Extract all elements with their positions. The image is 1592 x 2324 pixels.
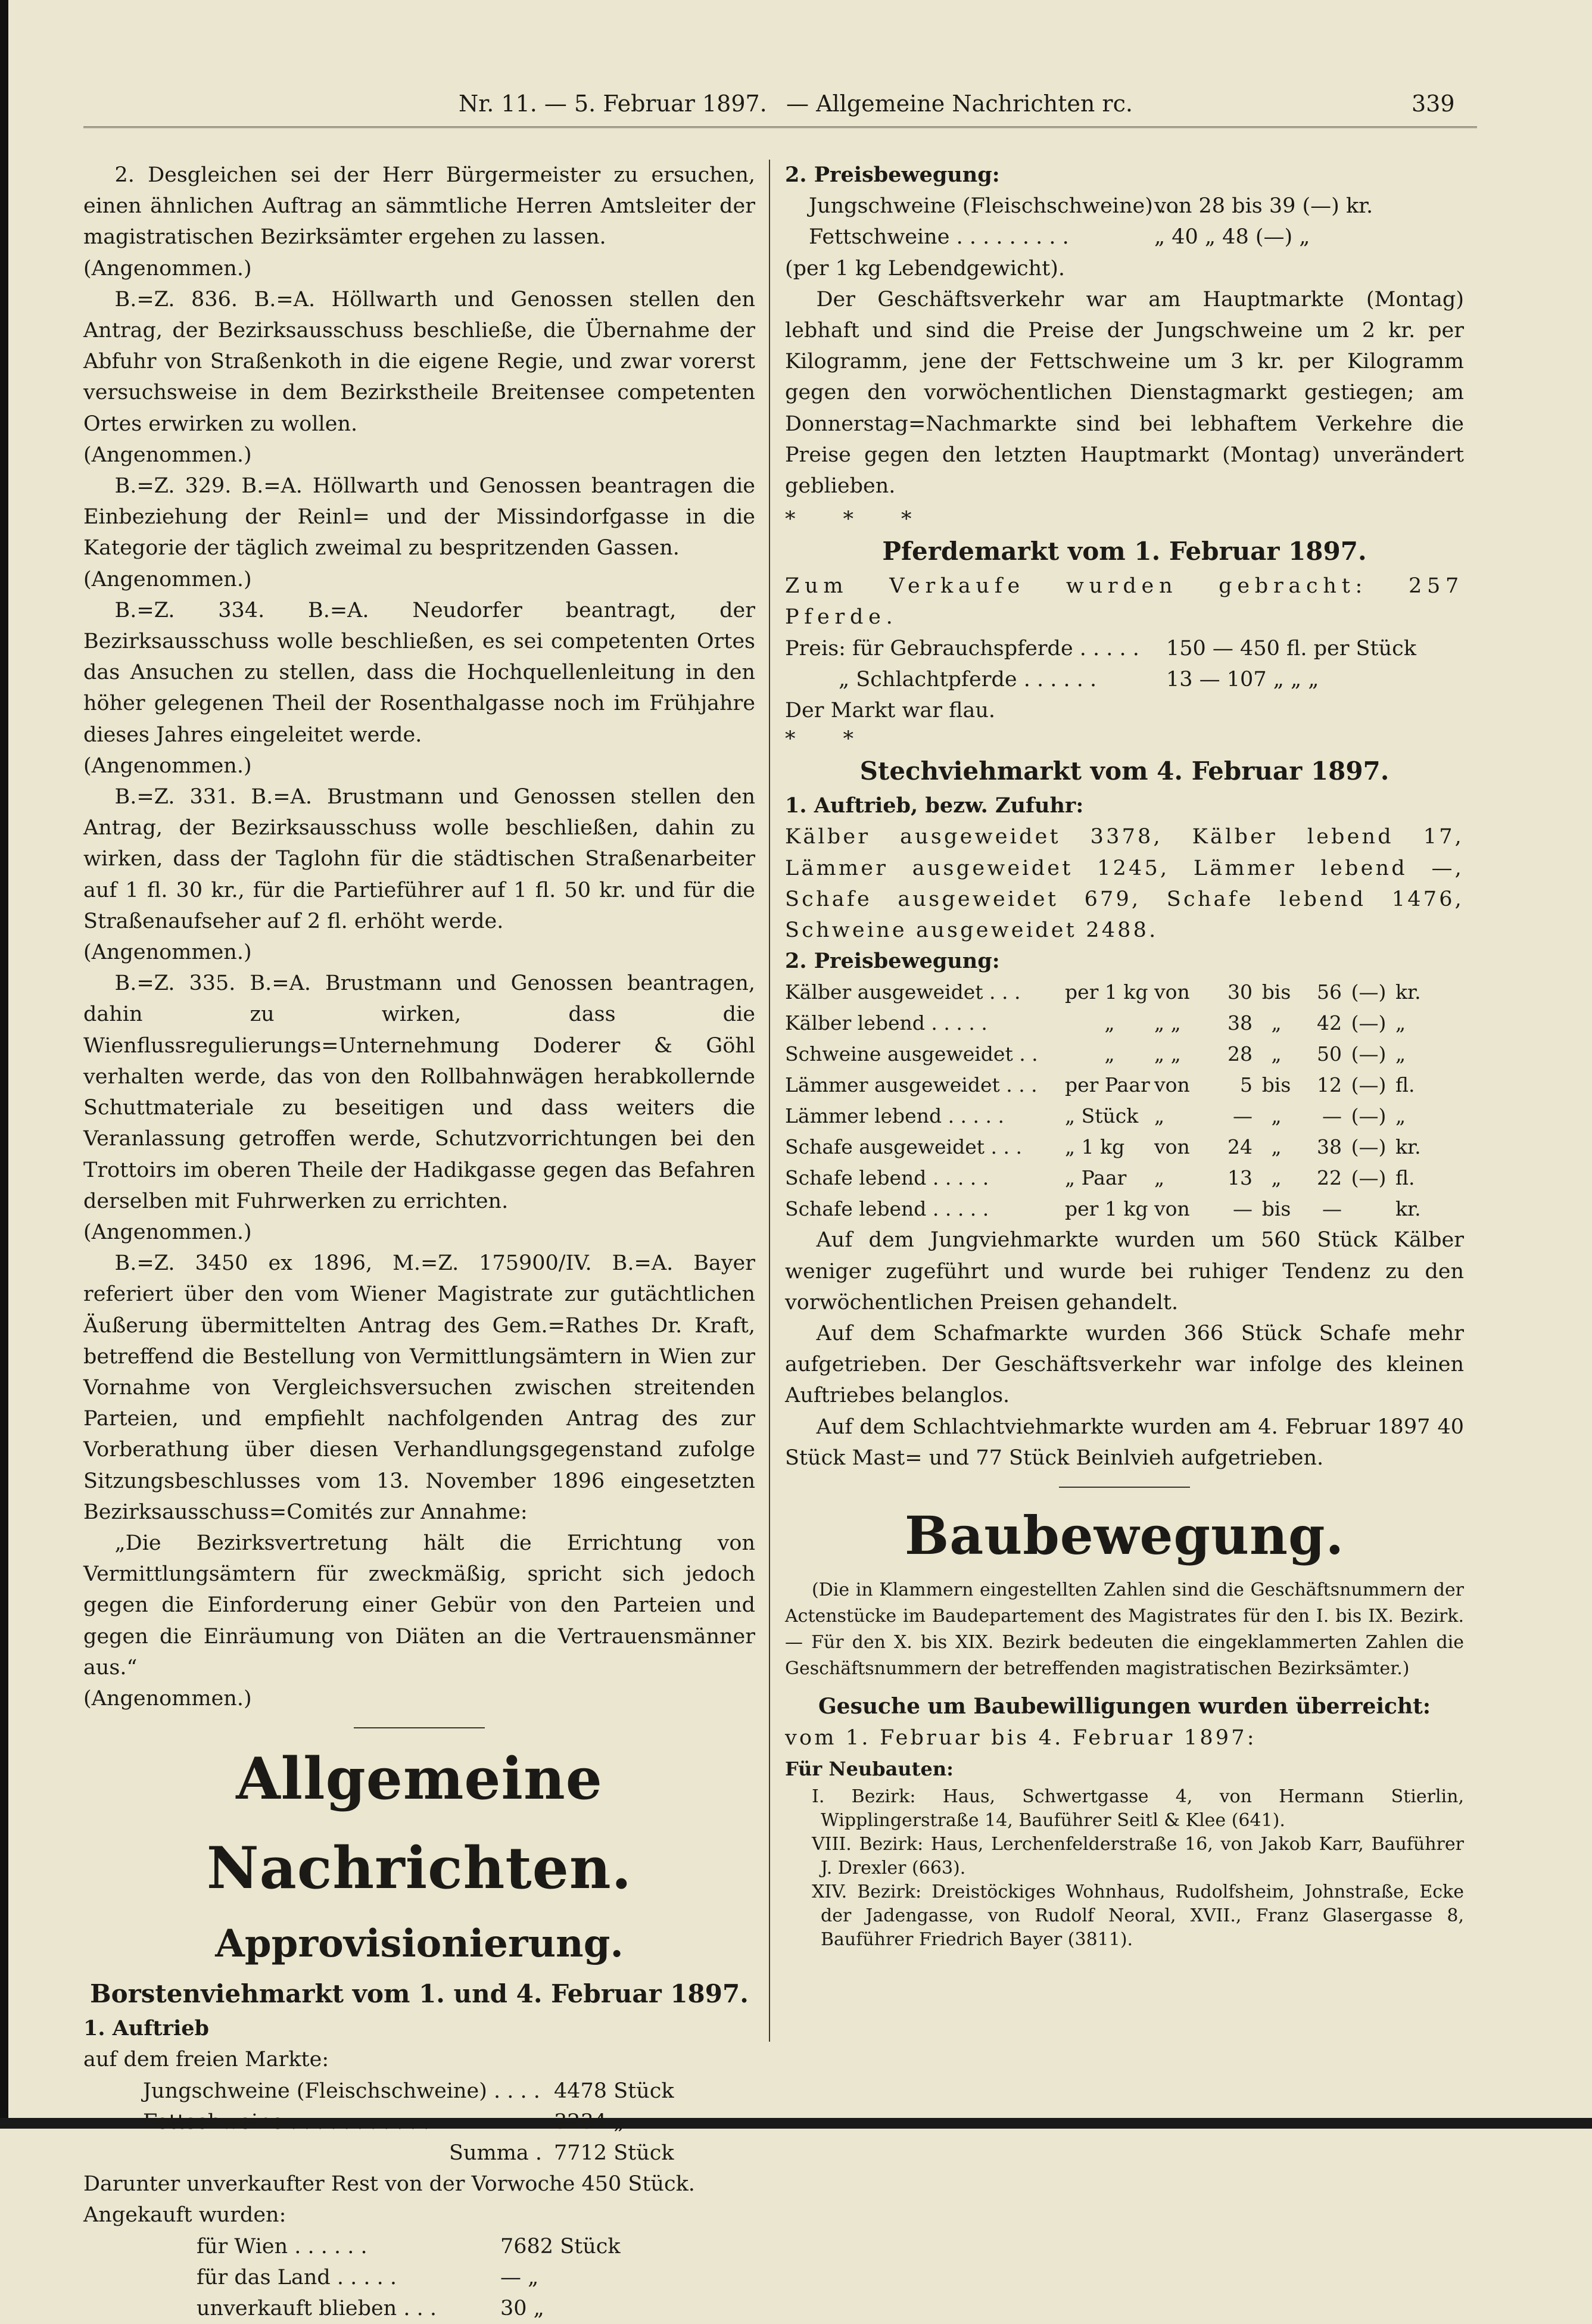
table-cell: kr. [1395,1197,1421,1221]
horse-market-title: Pferdemarkt vom 1. Februar 1897. [882,537,1367,566]
table-cell: von [1154,1073,1190,1097]
price-table [785,977,1464,1225]
table-cell: (—) [1351,1135,1387,1159]
table-cell: (—) [1351,1104,1387,1128]
table-cell: 28 [1228,1042,1253,1066]
table-row: Fettschweine . . . . . . . . . „ 40 „ 48 (—) „ [809,225,1310,250]
table-row: Preis: für Gebrauchspferde . . . . . 150 — 450 fl. per Stück [785,636,1416,661]
paragraph: Der Geschäftsverkehr war am Hauptmarkte (Montag) lebhaft und sind die Preise der Jungschweine um 2 kr. per Kilogramm, jene der Fettschweine um 3 kr. per Kilogramm gegen den vorwöchentlichen Dienstagmarkt gestiegen; am Donnerstag=Nachmarkte sind bei lebhaftem Verkehre die Preise gegen den letzten Hauptmarkt (Montag) unverändert geblieben. [785,287,1464,499]
main-section-title: Allgemeine Nachrichten. [206,1745,633,1902]
left-column [83,160,755,2324]
construction-note: (Die in Klammern eingestellten Zahlen sind die Geschäftsnummern der Actenstücke im Baudepartement des Magistrates für den I. bis IX. Bezirk. — Für den X. bis XIX. Bezirk bedeuten die eingeklammerten Zahlen die Geschäftsnummern der betreffenden magistratischen Bezirksämter.) [785,1580,1464,1680]
auftrieb-table [83,2076,755,2169]
header-issue: Nr. 11. — 5. Februar 1897. [459,91,767,117]
summa-row: Summa . 7712 Stück [448,2141,674,2165]
table-cell: Schafe lebend . . . . . [785,1197,989,1221]
accepted-note: (Angenommen.) [83,567,252,591]
table-cell: 38 [1228,1011,1253,1035]
table-cell: „ [1271,1166,1282,1190]
table-cell: 24 [1228,1135,1253,1159]
table-cell: kr. [1395,1135,1421,1159]
table-cell: Lämmer lebend . . . . . [785,1104,1004,1128]
paragraph: B.=Z. 836. B.=A. Höllwarth und Genossen stellen den Antrag, der Bezirksausschuss beschließe, die Übernahme der Abfuhr von Straßenkoth in die eigene Regie, und zwar vorerst versuchsweise in dem Bezirkstheile Breitensee competenten Ortes erwirken zu wollen. [83,287,755,436]
table-cell: „ [1271,1135,1282,1159]
table-cell: (—) [1351,980,1387,1004]
accepted-note: (Angenommen.) [83,1686,252,1711]
table-cell: (—) [1351,1073,1387,1097]
scan-edge-left [0,0,8,2129]
table-cell: bis [1261,1073,1291,1097]
table-cell: per Paar [1065,1073,1150,1097]
stars-separator: *** [785,507,959,532]
table-row: Fettschweine . . . . . . . . . . . 3234 „ [143,2110,625,2134]
accepted-note: (Angenommen.) [83,1220,252,1244]
auftrieb-heading: 1. Auftrieb, bezw. Zufuhr: [785,793,1084,818]
subsection-title: Approvisionierung. [215,1921,624,1967]
table-cell: 30 [1228,980,1253,1004]
table-cell: „ [1271,1104,1282,1128]
table-cell: Lämmer ausgeweidet . . . [785,1073,1038,1097]
table-cell: kr. [1395,980,1421,1004]
table-cell: 12 [1317,1073,1342,1097]
table-cell: Schafe ausgeweidet . . . [785,1135,1022,1159]
table-cell: „ [1395,1104,1406,1128]
paragraph: Auf dem Schafmarkte wurden 366 Stück Schafe mehr aufgetrieben. Der Geschäftsverkehr war infolge des kleinen Auftriebes belanglos. [785,1322,1464,1408]
table-cell: von [1154,980,1190,1004]
per-kg-note: (per 1 kg Lebendgewicht). [785,256,1066,281]
table-cell: — [1322,1104,1342,1128]
table-cell: 50 [1317,1042,1342,1066]
angekauft-table [83,2231,755,2324]
paragraph: Auf dem Schlachtviehmarkte wurden am 4. Februar 1897 40 Stück Mast= und 77 Stück Beinlvieh aufgetrieben. [785,1415,1464,1470]
table-cell: fl. [1395,1166,1415,1190]
table-cell: (—) [1351,1011,1387,1035]
table-cell: „ [1395,1042,1406,1066]
accepted-note: (Angenommen.) [83,256,252,281]
table-row: Jungschweine (Fleischschweine) . . . . 4478 Stück [143,2079,674,2103]
market-title: Borstenviehmarkt vom 1. und 4. Februar 1897. [90,1979,749,2009]
accepted-note: (Angenommen.) [83,443,252,467]
table-cell: 42 [1317,1011,1342,1035]
entry-list [785,1785,1464,1952]
right-column [785,160,1464,1952]
table-cell: „ 1 kg [1065,1135,1125,1159]
horse-market-note: Der Markt war flau. [785,699,996,723]
table-cell: 38 [1317,1135,1342,1159]
header-rule [83,126,1477,134]
angekauft-label: Angekauft wurden: [83,2203,286,2228]
table-cell: 13 [1228,1166,1253,1190]
paragraph: B.=Z. 329. B.=A. Höllwarth und Genossen beantragen die Einbeziehung der Reinl= und der Missindorfgasse in die Kategorie der täglich zweimal zu bespritzenden Gassen. [83,474,755,560]
cattle-market-title: Stechviehmarkt vom 4. Februar 1897. [859,756,1390,786]
construction-section-title: Baubewegung. [904,1504,1345,1567]
table-cell: 5 [1240,1073,1253,1097]
table-cell: per 1 kg [1065,1197,1148,1221]
table-cell: „ Paar [1065,1166,1127,1190]
table-cell: — [1233,1104,1253,1128]
auftrieb-heading: 1. Auftrieb [83,2016,210,2041]
table-cell: „ [1104,1042,1115,1066]
paragraph: B.=Z. 3450 ex 1896, M.=Z. 175900/IV. B.=A. Bayer referiert über den vom Wiener Magistrate zur gutächtlichen Äußerung übermittelten Antrag des Gem.=Rathes Dr. Kraft, betreffend die Bestellung von Vermittlungsämtern in Wien zur Vornahme von Vergleichsversuchen zwischen streitenden Parteien, und empfiehlt nachfolgenden Antrag des zur Vorberathung über diesen Verhandlungsgegenstand zufolge Sitzungsbeschlusses vom 13. November 1896 eingesetzten Bezirksausschuss=Comités zur Annahme: [83,1251,755,1524]
table-cell: „ Stück [1065,1104,1139,1128]
table-cell: Schafe lebend . . . . . [785,1166,989,1190]
stars-separator: ** [785,727,901,752]
table-cell: „ [1271,1011,1282,1035]
paragraph: B.=Z. 334. B.=A. Neudorfer beantragt, der Bezirksausschuss wolle beschließen, es sei competenten Ortes das Ansuchen zu stellen, dass die Hochquellenleitung in den höher gelegenen Theil der Rosenthalgasse noch im Frühjahre dieses Jahres eingeleitet werde. [83,598,755,747]
preis-heading: 2. Preisbewegung: [785,949,1000,974]
table-cell: Kälber lebend . . . . . [785,1011,987,1035]
free-market-label: auf dem freien Markte: [83,2048,329,2072]
new-buildings-heading: Für Neubauten: [785,1758,954,1781]
table-cell: „ „ [1154,1011,1181,1035]
table-cell: von [1154,1135,1190,1159]
table-cell: 22 [1317,1166,1342,1190]
table-row: für Wien . . . . . . 7682 Stück [197,2234,621,2258]
column-divider [769,160,770,2042]
table-row: unverkauft blieben . . . 30 „ [197,2296,544,2320]
table-row: für das Land . . . . . — „ [197,2265,539,2289]
table-row: Jungschweine (Fleischschweine) . . von 28 bis 39 (—) kr. [809,194,1373,219]
header-page-number: 339 [1412,91,1455,117]
table-cell: bis [1261,980,1291,1004]
paragraph: B.=Z. 335. B.=A. Brustmann und Genossen beantragen, dahin zu wirken, dass die Wienflussregulierungs=Unternehmung Doderer & Göhl verhalten werde, das von den Rollbahnwägen herabkollernde Schuttmateriale zu beseitigen und dass weiters die Veranlassung getroffen werde, Schutzvorrichtungen bei den Trottoirs im oberen Theile der Hadikgasse gegen das Befahren derselben mit Fuhrwerken zu errichten. [83,971,755,1213]
table-cell: fl. [1395,1073,1415,1097]
paragraph: 2. Desgleichen sei der Herr Bürgermeister zu ersuchen, einen ähnlichen Auftrag an sämmtliche Herren Amtsleiter der magistratischen Bezirksämter ergehen zu lassen. [83,163,755,250]
paragraph: „Die Bezirksvertretung hält die Errichtung von Vermittlungsämtern für zweckmäßig, spricht sich jedoch gegen die Einforderung einer Gebür von den Parteien und gegen die Einräumung von Diäten an die Vertrauensmänner aus.“ [83,1531,755,1680]
list-item: XIV. Bezirk: Dreistöckiges Wohnhaus, Rudolfsheim, Johnstraße, Ecke der Jadengasse, von Rudolf Neoral, XVII., Franz Glasergasse 8, Bauführer Friedrich Bayer (3811). [812,1881,1464,1950]
accepted-note: (Angenommen.) [83,940,252,965]
auftrieb-text: Kälber ausgeweidet 3378, Kälber lebend 17, Lämmer ausgeweidet 1245, Lämmer lebend —, Schafe ausgeweidet 679, Schafe lebend 1476, Schweine ausgeweidet 2488. [785,825,1464,943]
table-cell: 56 [1317,980,1342,1004]
table-cell: Schweine ausgeweidet . . [785,1042,1038,1066]
table-cell: — [1322,1197,1342,1221]
section-rule [354,1727,485,1728]
header-section: — Allgemeine Nachrichten rc. [786,91,1133,117]
table-cell: bis [1261,1197,1291,1221]
table-row: „ Schlachtpferde . . . . . . 13 — 107 „ „ „ [839,667,1319,691]
horse-intro: Zum Verkaufe wurden gebracht: 257 Pferde. [785,574,1464,630]
date-range: vom 1. Februar bis 4. Februar 1897: [785,1726,1257,1750]
list-item: VIII. Bezirk: Haus, Lerchenfelderstraße 16, von Jakob Karr, Bauführer J. Drexler (663). [812,1833,1464,1878]
table-cell: „ [1154,1166,1165,1190]
table-cell: (—) [1351,1042,1387,1066]
accepted-note: (Angenommen.) [83,753,252,778]
paragraph: Auf dem Jungviehmarkte wurden um 560 Stück Kälber weniger zugeführt und wurde bei ruhiger Tendenz zu den vorwöchentlichen Preisen gehandelt. [785,1228,1464,1314]
paragraph: B.=Z. 331. B.=A. Brustmann und Genossen stellen den Antrag, der Bezirksausschuss wolle beschließen, dahin zu wirken, dass der Taglohn für die städtischen Straßenarbeiter auf 1 fl. 30 kr., für die Partieführer auf 1 fl. 50 kr. und für die Straßenaufseher auf 2 fl. erhöht werde. [83,785,755,933]
table-cell: „ „ [1154,1042,1181,1066]
table-cell: per 1 kg [1065,980,1148,1004]
requests-heading: Gesuche um Baubewilligungen wurden überreicht: [818,1694,1431,1719]
preis-heading: 2. Preisbewegung: [785,163,1000,187]
table-cell [1342,1194,1395,1225]
table-cell: „ [1154,1104,1165,1128]
table-cell: „ [1395,1011,1406,1035]
table-cell: „ [1271,1042,1282,1066]
table-cell: „ [1104,1011,1115,1035]
section-rule [1059,1487,1190,1488]
table-cell: von [1154,1197,1190,1221]
table-cell: (—) [1351,1166,1387,1190]
table-cell: Kälber ausgeweidet . . . [785,980,1021,1004]
rest-line: Darunter unverkaufter Rest von der Vorwoche 450 Stück. [83,2172,695,2197]
table-cell: — [1233,1197,1253,1221]
list-item: I. Bezirk: Haus, Schwertgasse 4, von Hermann Stierlin, Wipplingerstraße 14, Bauführer Seitl & Klee (641). [812,1786,1465,1831]
